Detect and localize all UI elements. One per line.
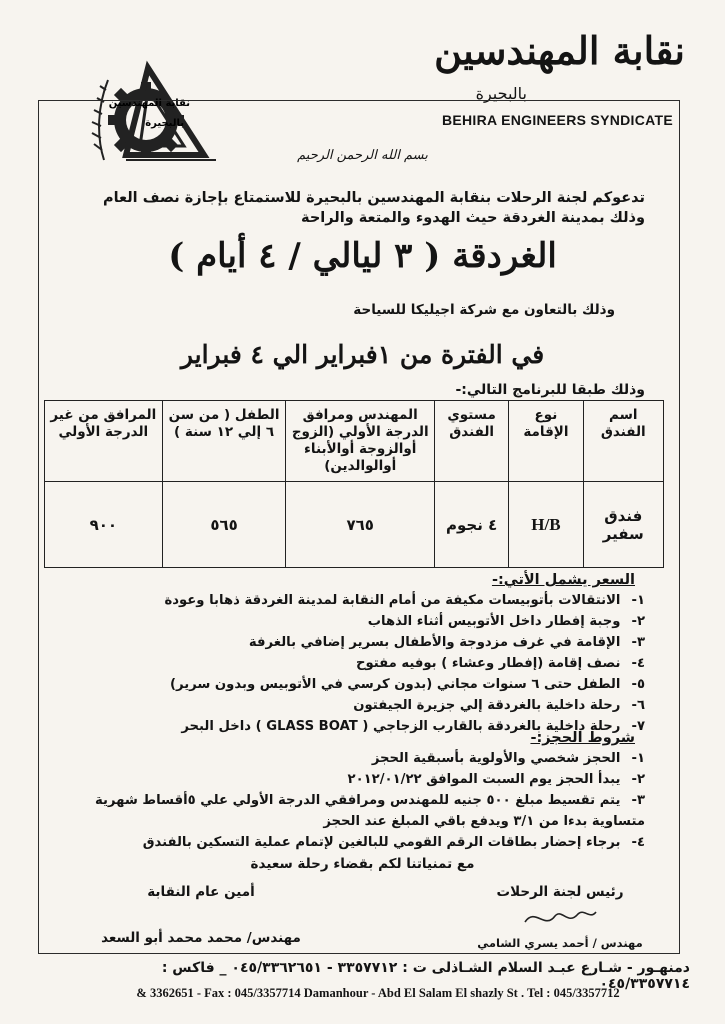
list-item: ٢- وجبة إفطار داخل الأتوبيس أثناء الذهاب	[367, 614, 645, 629]
program-intro: وذلك طبقا للبرنامج التالي:-	[455, 382, 645, 398]
list-item: ٦- رحلة داخلية بالغردقة إلي جزيرة الجيفتون	[353, 698, 645, 713]
list-item: ١- الانتقالات بأتوبيسات مكيفة من أمام النقابة لمدينة الغردقة ذهابا وعودة	[164, 593, 645, 608]
logo-text-line1: نقابة المهندسين	[108, 98, 190, 109]
signature-block-right	[465, 884, 655, 950]
syndicate-title-english: BEHIRA ENGINEERS SYNDICATE	[441, 112, 673, 128]
table-header-cell: اسم الفندق	[583, 401, 663, 482]
closing-note: مع تمنياتنا لكم بقضاء رحلة سعيدة	[250, 856, 475, 872]
includes-list	[85, 590, 645, 737]
list-item: ٣- الإقامة في غرف مزدوجة والأطفال بسرير إضافي بالغرفة	[248, 635, 645, 650]
signature-block-left	[86, 884, 316, 946]
intro-paragraph	[85, 188, 645, 228]
list-item: ١- الحجز شخصي والأولوية بأسبقية الحجز	[371, 751, 645, 766]
intro-line-1: تدعوكم لجنة الرحلات بنقابة المهندسين بالبحيرة للاستمتاع بإجازة نصف العام	[102, 190, 645, 206]
list-item: ٥- الطفل حتى ٦ سنوات مجاني (بدون كرسي في الأتوبيس وبدون سرير)	[169, 677, 645, 692]
signature-name: مهندس / أحمد يسري الشامي	[477, 936, 643, 950]
list-item: ٧- رحلة داخلية بالغردقة بالقارب الزجاجي ( GLASS BOAT ) داخل البحر	[181, 719, 645, 734]
table-header-row	[45, 401, 664, 482]
footer-address-english: & 3362651 - Fax : 045/3357714 Damanhour - Abd El Salam El shazly St . Tel : 045/3357712	[136, 986, 620, 1000]
table-header-cell: مستوي الفندق	[435, 401, 509, 482]
syndicate-subtitle-arabic: بالبحيرة	[475, 84, 527, 103]
trip-headline: الغردقة ( ٣ ليالي / ٤ أيام )	[168, 236, 557, 276]
table-header-cell: نوع الإقامة	[509, 401, 583, 482]
intro-line-2: وذلك بمدينة الغردقة حيث الهدوء والمتعة والراحة	[301, 210, 645, 226]
list-item: ٢- يبدأ الحجز يوم السبت الموافق ٢٠١٢/٠١/٢٢	[347, 772, 645, 787]
table-cell: ٩٠٠	[45, 482, 163, 568]
table-header-cell: المرافق من غير الدرجة الأولي	[45, 401, 163, 482]
table-row	[45, 482, 664, 568]
logo-text-line2: بالبحيرة	[145, 118, 184, 129]
table-cell: H/B	[509, 482, 583, 568]
includes-heading: السعر يشمل الأتي:-	[491, 572, 635, 588]
signature-title: رئيس لجنة الرحلات	[496, 884, 624, 900]
signature-title: أمين عام النقابة	[147, 884, 255, 900]
footer-address-arabic: دمنهـور - شـارع عبـد السلام الشـاذلى ت : ٣٣٥٧٧١٢ - ٠٤٥/٣٣٦٢٦٥١ _ فاكس : ٠٤٥/٣٣٥٧٧١٤	[161, 960, 690, 992]
list-item: ٤- برجاء إحضار بطاقات الرقم القومي للبالغين لإتمام عملية التسكين بالفندق	[142, 835, 645, 850]
table-cell: ٥٦٥	[162, 482, 286, 568]
list-item: ٤- نصف إقامة (إفطار وعشاء ) بوفيه مفتوح	[355, 656, 645, 671]
conditions-list	[85, 748, 645, 853]
trip-period: في الفترة من ١فبراير الي ٤ فبراير	[180, 340, 545, 369]
table-cell: ٤ نجوم	[435, 482, 509, 568]
table-cell: ٧٦٥	[286, 482, 435, 568]
handwritten-signature	[520, 902, 600, 932]
list-item: ٣- يتم تقسيط مبلغ ٥٠٠ جنيه للمهندس ومرافقي الدرجة الأولي علي ٥أقساط شهرية متساوية بدءا من ٣/١ ويدفع باقي المبلغ عند الحجز	[94, 793, 645, 829]
cooperation-note: وذلك بالتعاون مع شركة اجيليكا للسياحة	[353, 302, 615, 318]
basmala: بسم الله الرحمن الرحيم	[297, 148, 428, 163]
signature-name: مهندس/ محمد محمد أبو السعد	[101, 930, 301, 946]
syndicate-title-arabic: نقابة المهندسين	[434, 28, 685, 73]
pricing-table	[44, 400, 664, 568]
table-header-cell: الطفل ( من سن ٦ إلي ١٢ سنة )	[162, 401, 286, 482]
table-header-cell: المهندس ومرافق الدرجة الأولي (الزوج أوالزوجة أوالأبناء أوالوالدين)	[286, 401, 435, 482]
conditions-heading: شروط الحجز:-	[530, 730, 635, 746]
table-cell: فندق سفير	[583, 482, 663, 568]
